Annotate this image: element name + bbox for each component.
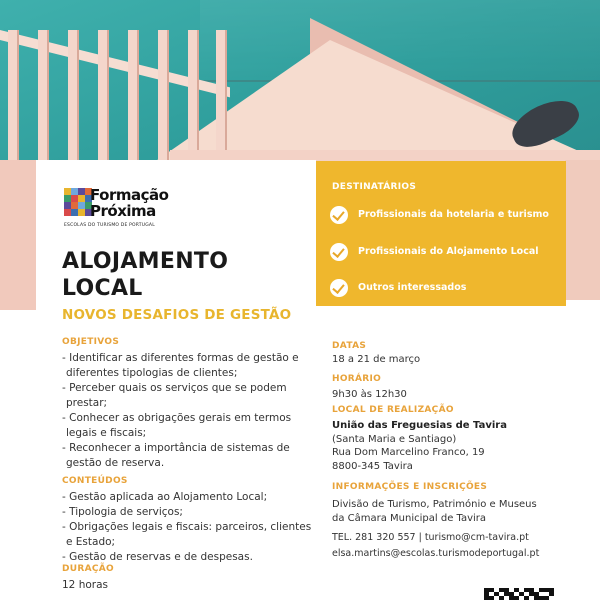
local-line: Rua Dom Marcelino Franco, 19 <box>332 447 485 458</box>
objetivos-line: diferentes tipologias de clientes; <box>66 367 238 379</box>
objetivos-line: legais e fiscais; <box>66 427 147 439</box>
logo-tagline: ESCOLAS DO TURISMO DE PORTUGAL <box>64 223 155 228</box>
inscricoes-org <box>332 498 537 525</box>
inscricoes-heading: INFORMAÇÕES E INSCRIÇÕES <box>332 482 488 492</box>
local-heading: LOCAL DE REALIZAÇÃO <box>332 405 454 415</box>
duracao-heading: DURAÇÃO <box>62 564 114 574</box>
conteudos-line: - Gestão aplicada ao Alojamento Local; <box>62 491 268 503</box>
title-line-2: LOCAL <box>62 276 143 301</box>
destinatario-label: Outros interessados <box>358 282 467 293</box>
check-circle-icon <box>330 243 348 261</box>
objetivos-line: - Identificar as diferentes formas de gestão e <box>62 352 299 364</box>
conteudos-list <box>62 490 312 565</box>
destinatario-label: Profissionais da hotelaria e turismo <box>358 209 549 220</box>
check-circle-icon <box>330 206 348 224</box>
destinatarios-heading: DESTINATÁRIOS <box>332 182 417 192</box>
hero-photo <box>0 0 600 165</box>
destinatario-label: Profissionais do Alojamento Local <box>358 246 539 257</box>
objetivos-line: - Reconhecer a importância de sistemas de <box>62 442 290 454</box>
logo-word-1: Formação <box>90 186 169 204</box>
local-line: 8800-345 Tavira <box>332 460 413 472</box>
objetivos-list <box>62 351 312 471</box>
logo-word-2: Próxima <box>90 202 156 220</box>
inscricoes-line: Divisão de Turismo, Património e Museus <box>332 499 537 510</box>
main-card <box>36 160 316 600</box>
inscricoes-email: elsa.martins@escolas.turismodeportugal.pt <box>332 548 540 559</box>
objetivos-line: gestão de reserva. <box>66 457 165 469</box>
horario-value: 9h30 às 12h30 <box>332 389 407 400</box>
destinatario-item <box>330 279 560 299</box>
conteudos-heading: CONTEÚDOS <box>62 476 128 486</box>
pillar-right <box>565 160 600 300</box>
conteudos-line: - Obrigações legais e fiscais: parceiros, clientes <box>62 521 312 533</box>
objetivos-line: - Perceber quais os serviços que se podem <box>62 382 287 394</box>
conteudos-line: - Tipologia de serviços; <box>62 506 183 518</box>
inscricoes-contact: TEL. 281 320 557 | turismo@cm-tavira.pt <box>332 532 529 543</box>
objetivos-heading: OBJETIVOS <box>62 337 120 347</box>
datas-value: 18 a 21 de março <box>332 354 421 365</box>
local-line: (Santa Maria e Santiago) <box>332 433 457 445</box>
duracao-value: 12 horas <box>62 579 108 591</box>
local-address <box>332 419 507 473</box>
objetivos-line: prestar; <box>66 397 108 409</box>
page-subtitle: NOVOS DESAFIOS DE GESTÃO <box>62 307 292 323</box>
page-title <box>62 248 228 302</box>
horario-heading: HORÁRIO <box>332 374 382 384</box>
check-circle-icon <box>330 279 348 297</box>
logo-mosaic-icon <box>64 188 92 216</box>
destinatario-item <box>330 243 560 263</box>
title-line-1: ALOJAMENTO <box>62 249 229 274</box>
local-name: União das Freguesias de Tavira <box>332 420 507 431</box>
destinatarios-box <box>316 161 566 306</box>
railing <box>0 30 230 165</box>
conteudos-line: e Estado; <box>66 536 116 548</box>
inscricoes-line: da Câmara Municipal de Tavira <box>332 512 487 524</box>
pillar-left <box>0 160 36 310</box>
destinatario-item <box>330 206 560 226</box>
conteudos-line: - Gestão de reservas e de despesas. <box>62 551 253 563</box>
qr-code-icon <box>484 588 554 600</box>
datas-heading: DATAS <box>332 341 367 351</box>
brand-logo <box>64 188 214 230</box>
objetivos-line: - Conhecer as obrigações gerais em termos <box>62 412 292 424</box>
